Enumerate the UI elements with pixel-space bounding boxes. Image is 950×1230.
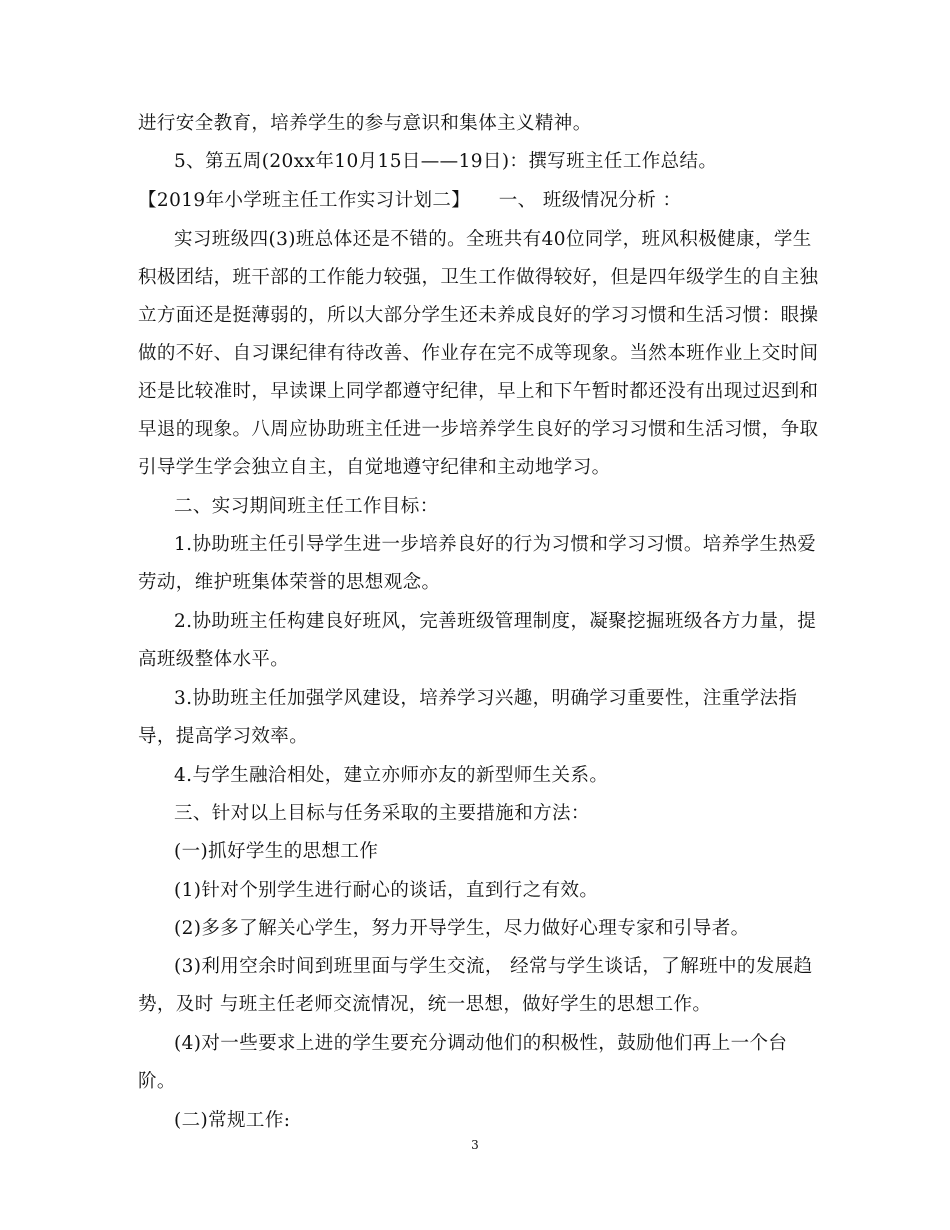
paragraph-line: 进行安全教育，培养学生的参与意识和集体主义精神。 xyxy=(138,113,592,134)
subsection-heading-line: (二)常规工作: xyxy=(174,1110,291,1131)
list-item-line: 势，及时 与班主任老师交流情况，统一思想，做好学生的思想工作。 xyxy=(138,994,712,1015)
list-item-line: 3.协助班主任加强学风建设，培养学习兴趣，明确学习重要性，注重学法指 xyxy=(174,688,798,709)
paragraph-line: 立方面还是挺薄弱的，所以大部分学生还未养成良好的学习习惯和生活习惯：眼操 xyxy=(138,305,819,326)
list-item-line: 阶。 xyxy=(138,1071,176,1092)
paragraph-line: 5、第五周(20xx年10月15日——19日)：撰写班主任工作总结。 xyxy=(174,151,718,172)
list-item-line: (2)多多了解关心学生，努力开导学生，尽力做好心理专家和引导者。 xyxy=(174,918,750,939)
list-item-line: (1)针对个别学生进行耐心的谈话，直到行之有效。 xyxy=(174,880,599,901)
section-heading-line: 二、实习期间班主任工作目标： xyxy=(174,496,439,517)
subsection-heading-line: (一)抓好学生的思想工作 xyxy=(174,841,379,862)
list-item-line: (3)利用空余时间到班里面与学生交流， 经常与学生谈话，了解班中的发展趋 xyxy=(174,956,813,977)
list-item-line: 高班级整体水平。 xyxy=(138,649,290,670)
paragraph-line: 还是比较准时，早读课上同学都遵守纪律，早上和下午暂时都还没有出现过迟到和 xyxy=(138,381,819,402)
page-number: 3 xyxy=(471,1138,479,1152)
paragraph-line: 实习班级四(3)班总体还是不错的。全班共有40位同学，班风积极健康，学生 xyxy=(174,229,812,250)
list-item-line: 导，提高学习效率。 xyxy=(138,726,309,747)
list-item-line: 4.与学生融洽相处，建立亦师亦友的新型师生关系。 xyxy=(174,765,609,786)
paragraph-line: 做的不好、自习课纪律有待改善、作业存在完不成等现象。当然本班作业上交时间 xyxy=(138,343,819,364)
list-item-line: (4)对一些要求上进的学生要充分调动他们的积极性，鼓励他们再上一个台 xyxy=(174,1033,788,1054)
paragraph-line: 早退的现象。八周应协助班主任进一步培养学生良好的学习习惯和生活习惯，争取 xyxy=(138,419,819,440)
section-heading-line: 【2019年小学班主任工作实习计划二】 一、 班级情况分析 ： xyxy=(138,190,682,211)
section-heading-line: 三、针对以上目标与任务采取的主要措施和方法： xyxy=(174,803,590,824)
list-item-line: 劳动，维护班集体荣誉的思想观念。 xyxy=(138,572,441,593)
paragraph-line: 积极团结，班干部的工作能力较强，卫生工作做得较好，但是四年级学生的自主独 xyxy=(138,267,819,288)
list-item-line: 1.协助班主任引导学生进一步培养良好的行为习惯和学习习惯。培养学生热爱 xyxy=(174,534,817,555)
paragraph-line: 引导学生学会独立自主，自觉地遵守纪律和主动地学习。 xyxy=(138,457,611,478)
list-item-line: 2.协助班主任构建良好班风，完善班级管理制度，凝聚挖掘班级各方力量，提 xyxy=(174,611,817,632)
